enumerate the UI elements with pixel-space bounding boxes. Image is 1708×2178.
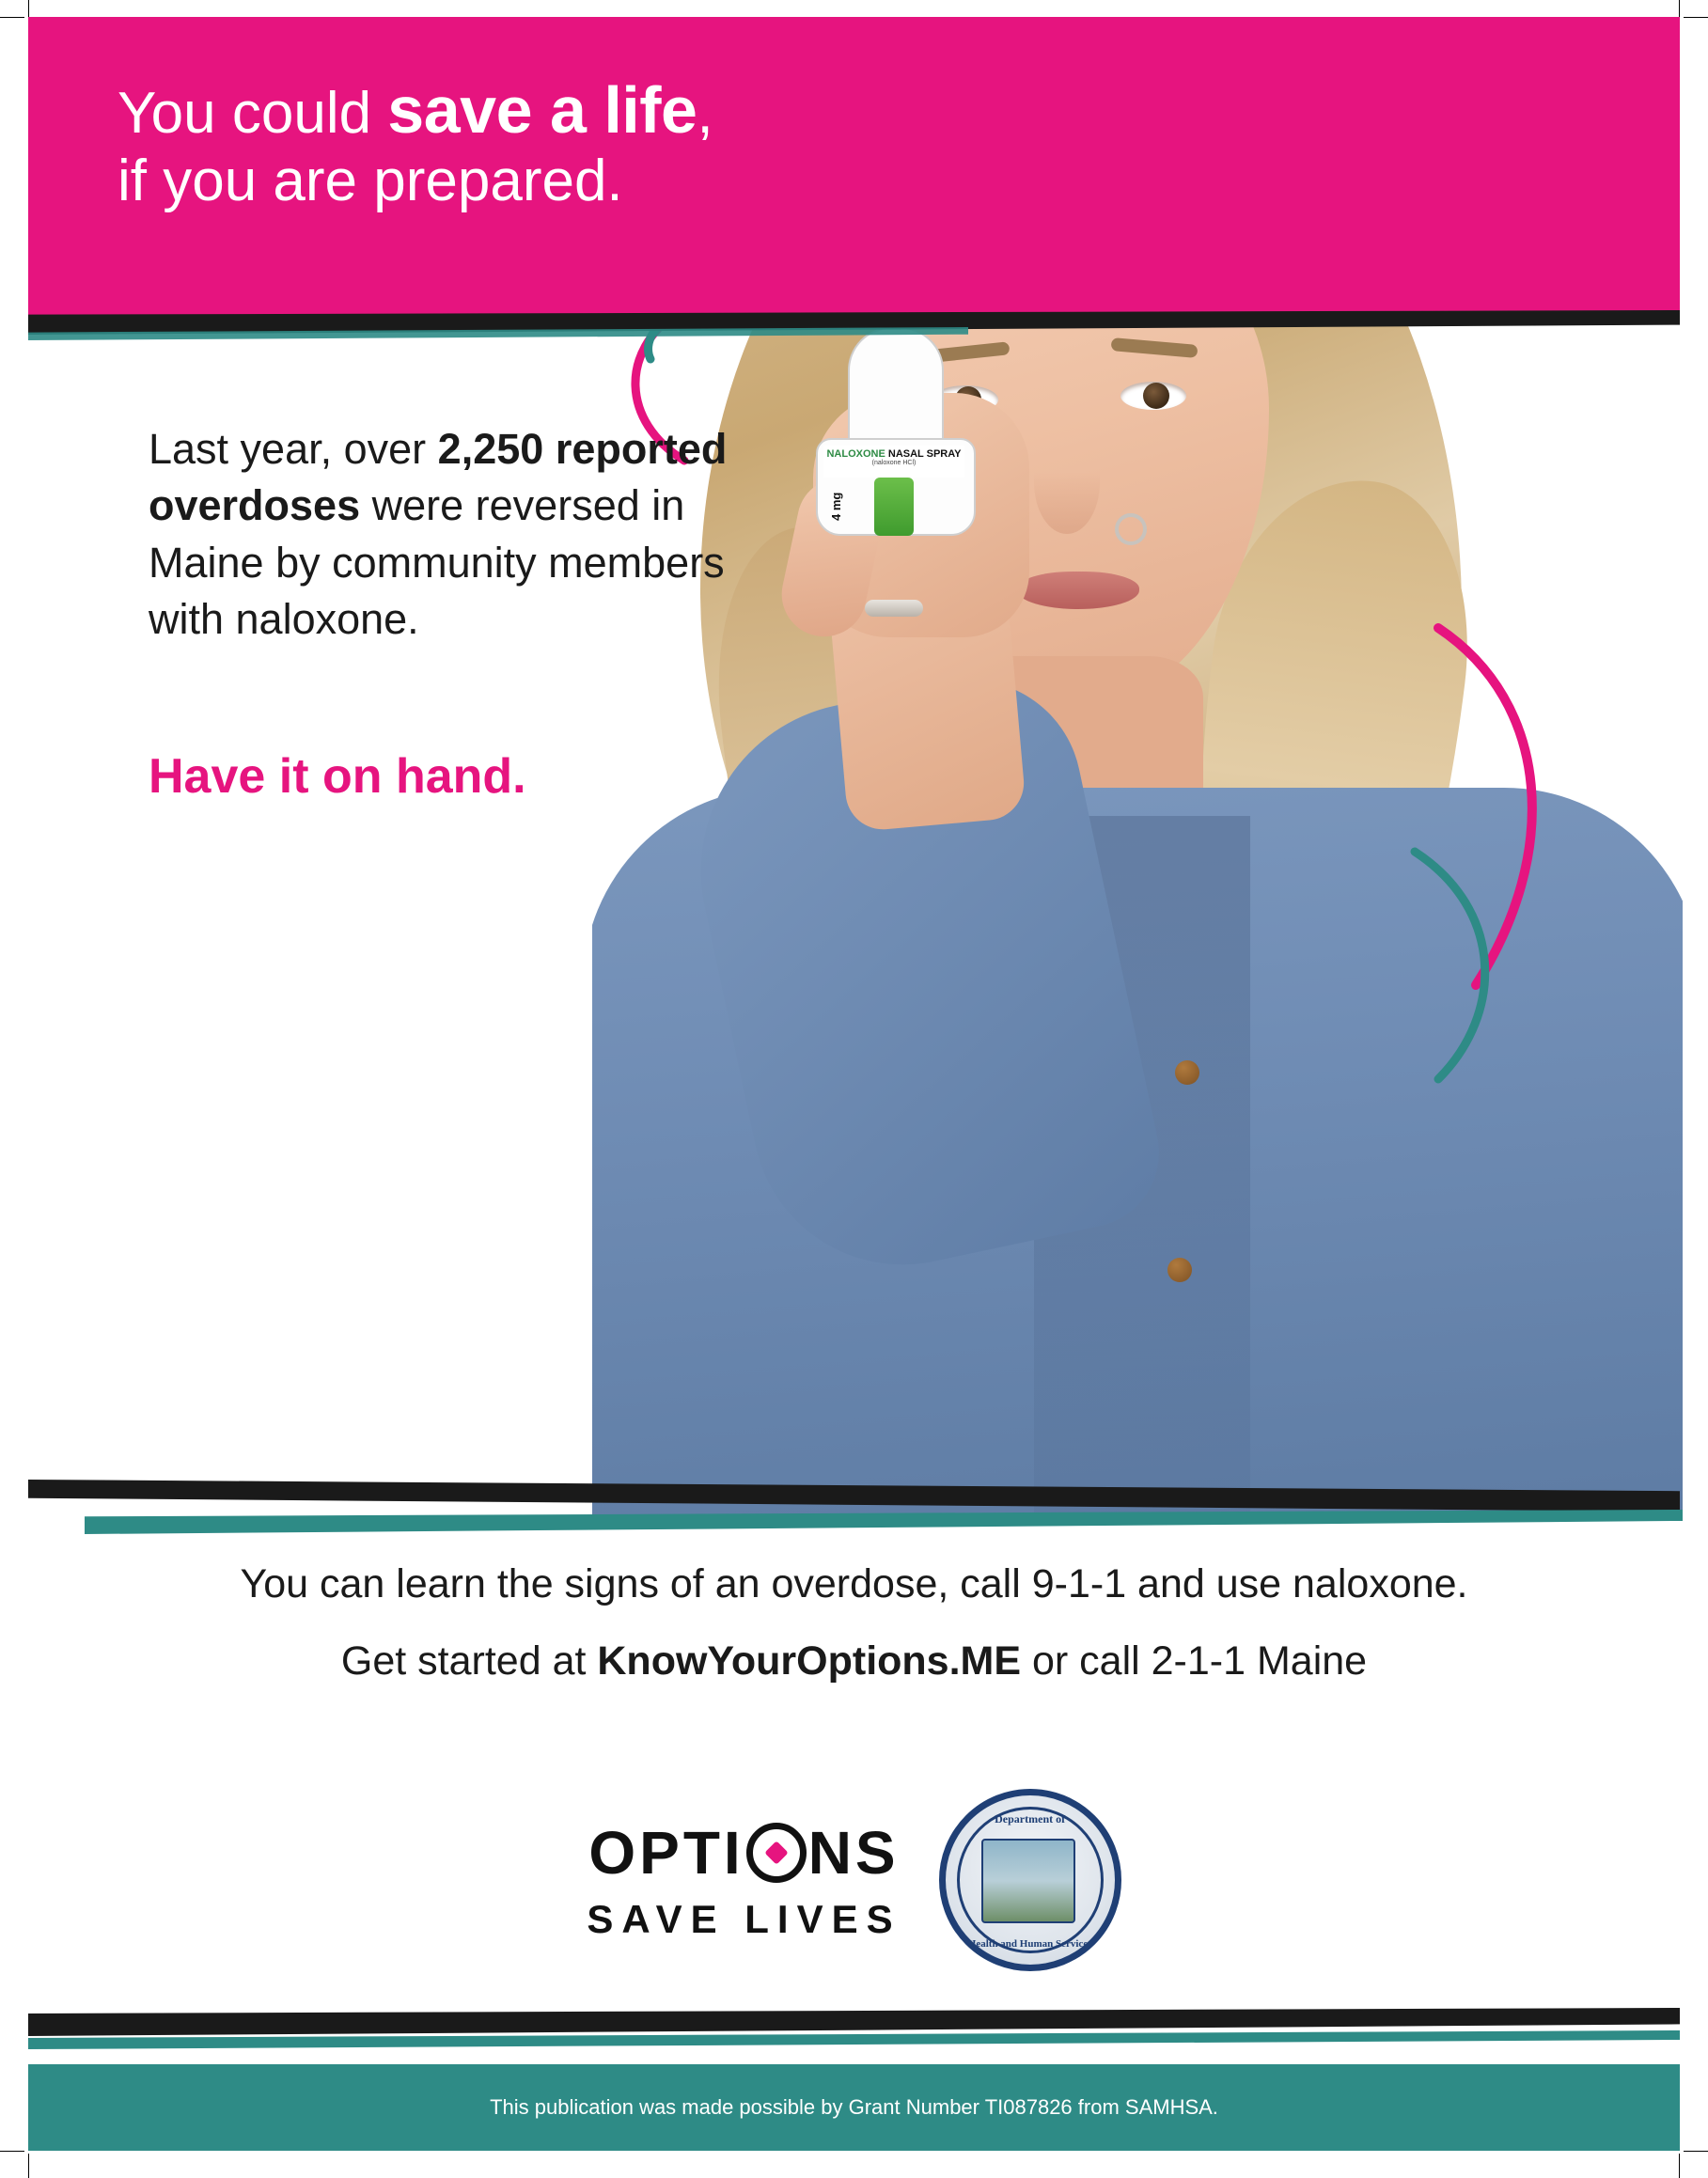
header-band — [28, 17, 1680, 316]
cta-suffix: or call 2-1-1 Maine — [1021, 1637, 1368, 1684]
cta-website-link[interactable]: KnowYourOptions.ME — [597, 1637, 1022, 1684]
divider-teal-bottom — [85, 1510, 1683, 1534]
cta-line-2 — [28, 1636, 1680, 1688]
naloxone-brand-text: NALOXONE — [826, 448, 885, 460]
naloxone-device-label — [823, 446, 964, 478]
options-save-lives-logo — [587, 1818, 901, 1942]
naloxone-device — [816, 327, 976, 543]
crop-mark-bottom-right-horizontal — [1684, 2151, 1708, 2152]
crop-mark-top-left-horizontal — [0, 17, 24, 18]
seal-bottom-label: Health and Human Services — [967, 1938, 1092, 1950]
logo-row — [28, 1789, 1680, 1971]
photo-mouth — [1017, 572, 1139, 609]
body-paragraph — [149, 421, 769, 648]
body-text-part-2: were reversed in Maine by community members with naloxone. — [149, 481, 725, 643]
crop-mark-bottom-right-vertical — [1679, 2154, 1680, 2178]
maine-dhhs-seal — [939, 1789, 1121, 1971]
call-to-action — [28, 1559, 1680, 1688]
headline-suffix: , — [697, 81, 713, 146]
options-wordmark — [587, 1818, 901, 1888]
options-tagline: SAVE LIVES — [587, 1897, 901, 1941]
footer-band — [28, 2064, 1680, 2151]
headline-line-2: if you are prepared. — [118, 149, 623, 214]
footer-grant-text: This publication was made possible by Grant Number TI087826 from SAMHSA. — [490, 2095, 1218, 2119]
cta-line-1: You can learn the signs of an overdose, call 9-1-1 and use naloxone. — [240, 1561, 1468, 1606]
photo-shirt-button-1 — [1175, 1060, 1199, 1085]
cta-prefix: Get started at — [340, 1637, 598, 1684]
photo-shirt-button-2 — [1167, 1258, 1192, 1282]
seal-crest-icon — [981, 1839, 1075, 1923]
naloxone-dose-text: 4 mg — [829, 492, 843, 521]
headline-emphasis: save a life — [387, 73, 697, 147]
naloxone-device-plunger — [874, 478, 914, 536]
headline-prefix: You could — [118, 81, 388, 146]
photo-iris-right — [1143, 383, 1169, 409]
poster-canvas — [28, 17, 1680, 2151]
body-stat-number: 2,250 — [437, 425, 544, 473]
photo-finger-ring — [865, 600, 923, 617]
squiggle-teal-right — [1401, 844, 1523, 1089]
photo-nose — [1034, 431, 1100, 534]
body-stat-label: reported overdoses — [149, 425, 728, 530]
naloxone-generic-text: (naloxone HCl) — [871, 460, 917, 466]
body-callout: Have it on hand. — [149, 749, 526, 804]
headline — [118, 75, 713, 212]
headline-line-1 — [118, 75, 713, 145]
seal-top-label: Department of — [995, 1812, 1066, 1825]
naloxone-product-text: NASAL SPRAY — [887, 448, 962, 460]
body-text-part-1: Last year, over — [149, 425, 438, 473]
crop-mark-bottom-left-vertical — [28, 2154, 29, 2178]
crop-mark-bottom-left-horizontal — [0, 2151, 24, 2152]
options-wordmark-part-1: OPTI — [588, 1819, 744, 1887]
photo-nose-ring — [1115, 513, 1147, 545]
crop-mark-top-right-horizontal — [1684, 17, 1708, 18]
options-o-diamond-icon — [746, 1823, 807, 1883]
options-wordmark-part-2: NS — [807, 1819, 900, 1887]
